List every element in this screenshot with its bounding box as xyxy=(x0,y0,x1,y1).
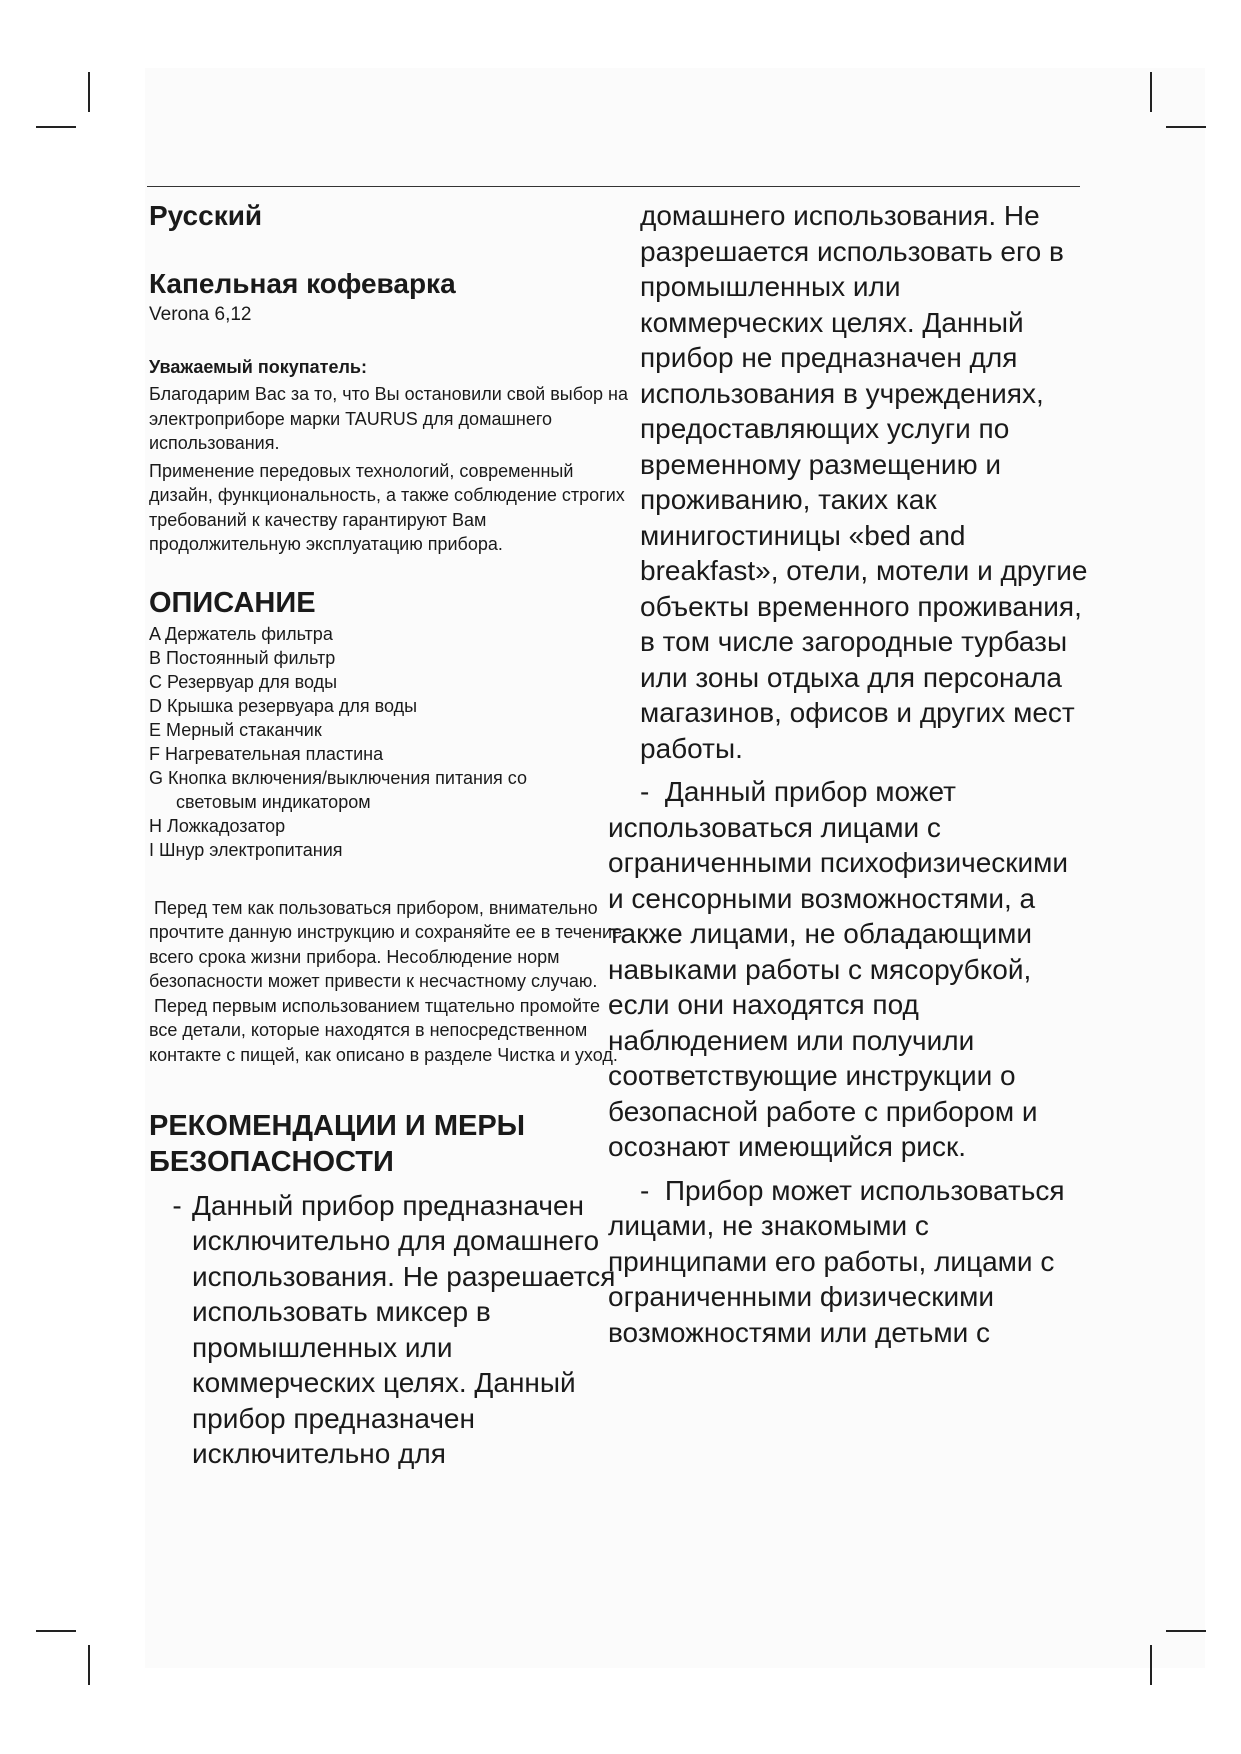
language-heading: Русский xyxy=(149,200,263,231)
crop-mark-top-right-vertical xyxy=(1150,72,1152,112)
warning-read-manual xyxy=(149,896,629,994)
crop-mark-top-right-horizontal xyxy=(1166,126,1206,128)
description-item-c: C Резервуар для воды xyxy=(149,671,338,692)
header-rule xyxy=(147,186,1080,187)
description-title: ОПИСАНИЕ xyxy=(149,586,316,619)
safety-bullet-1-body: Данный прибор может использоваться лицами с ограниченными психофизическими и сенсорными возможностями, а также лицами, не обладающими навыками работы с мясорубкой, если они находятся под наблюдением или получили соответствующие инструкции о безопасной работе с прибором и осознают имеющийся риск. xyxy=(608,776,1069,1162)
crop-mark-bottom-right-horizontal xyxy=(1166,1630,1206,1632)
crop-mark-bottom-left-horizontal xyxy=(36,1630,76,1632)
description-list xyxy=(149,622,629,862)
description-item-d: D Крышка резервуара для воды xyxy=(149,695,418,716)
safety-continuation: домашнего использования. Не разрешается использовать его в промышленных или коммерческих целях. Данный прибор не предназначен для использования в учреждениях, предоставляющих услуги по временному размещению и проживанию, таких как минигостиницы «bed and breakfast», отели, мотели и другие объекты временного проживания, в том числе загородные турбазы или зоны отдыха для персонала магазинов, офисов и других мест работы. xyxy=(640,200,1088,764)
safety-bullet-2-body: Прибор может использоваться лицами, не знакомыми с принципами его работы, лицами с ограниченными физическими возможностями или детьми с xyxy=(608,1174,1065,1348)
description-item-f: F Нагревательная пластина xyxy=(149,743,384,764)
description-item-a: A Держатель фильтра xyxy=(149,623,333,644)
safety-bullet-text xyxy=(608,774,1090,1165)
bullet-dash: - xyxy=(640,1174,650,1206)
greeting: Уважаемый покупатель: xyxy=(149,357,367,377)
safety-title: РЕКОМЕНДАЦИИ И МЕРЫ БЕЗОПАСНОСТИ xyxy=(149,1109,526,1178)
crop-mark-top-left-vertical xyxy=(88,72,90,112)
safety-bullet-domestic-use xyxy=(162,1188,629,1472)
description-item-i: I Шнур электропитания xyxy=(149,839,343,860)
safety-bullet-text: Данный прибор предназначен исключительно для домашнего использования. Не разрешается использовать миксер в промышленных или коммерческих целях. Данный прибор предназначен исключительно для xyxy=(192,1189,616,1470)
model-name: Verona 6,12 xyxy=(149,304,252,325)
left-column xyxy=(149,196,629,1472)
bullet-dash: - xyxy=(172,1189,182,1221)
description-item-e: E Мерный стаканчик xyxy=(149,719,322,740)
description-item-b: B Постоянный фильтр xyxy=(149,647,336,668)
safety-bullet-limited-abilities xyxy=(608,774,1090,1165)
description-item-g-continued xyxy=(149,790,629,814)
warning-wash-parts-text: Перед первым использованием тщательно промойте все детали, которые находятся в непосредственном контакте с пищей, как описано в разделе Чистка и уход. xyxy=(149,995,618,1066)
warning-wash-parts xyxy=(149,994,629,1068)
bullet-dash: - xyxy=(640,776,650,807)
product-title: Капельная кофеварка xyxy=(149,268,456,299)
safety-bullet-unfamiliar-users xyxy=(608,1173,1090,1351)
intro-paragraph-1: Благодарим Вас за то, что Вы остановили свой выбор на электроприборе марки TAURUS для домашнего использования. xyxy=(149,384,628,453)
crop-mark-bottom-right-vertical xyxy=(1150,1645,1152,1685)
crop-mark-bottom-left-vertical xyxy=(88,1645,90,1685)
crop-mark-top-left-horizontal xyxy=(36,126,76,128)
description-item-h: H Ложкадозатор xyxy=(149,815,286,836)
warning-read-manual-text: Перед тем как пользоваться прибором, внимательно прочтите данную инструкцию и сохраняйте ее в течение всего срока жизни прибора. Несоблюдение норм безопасности может привести к несчастному случаю. xyxy=(149,897,623,992)
intro-paragraph-2: Применение передовых технологий, современный дизайн, функциональность, а также соблюдение строгих требований к качеству гарантируют Вам продолжительную эксплуатацию прибора. xyxy=(149,460,625,554)
right-column xyxy=(608,198,1090,1350)
description-item-g: G Кнопка включения/выключения питания со xyxy=(149,767,527,788)
description-item-g-wrap: световым индикатором xyxy=(176,791,371,812)
safety-bullet-text xyxy=(608,1173,1090,1351)
